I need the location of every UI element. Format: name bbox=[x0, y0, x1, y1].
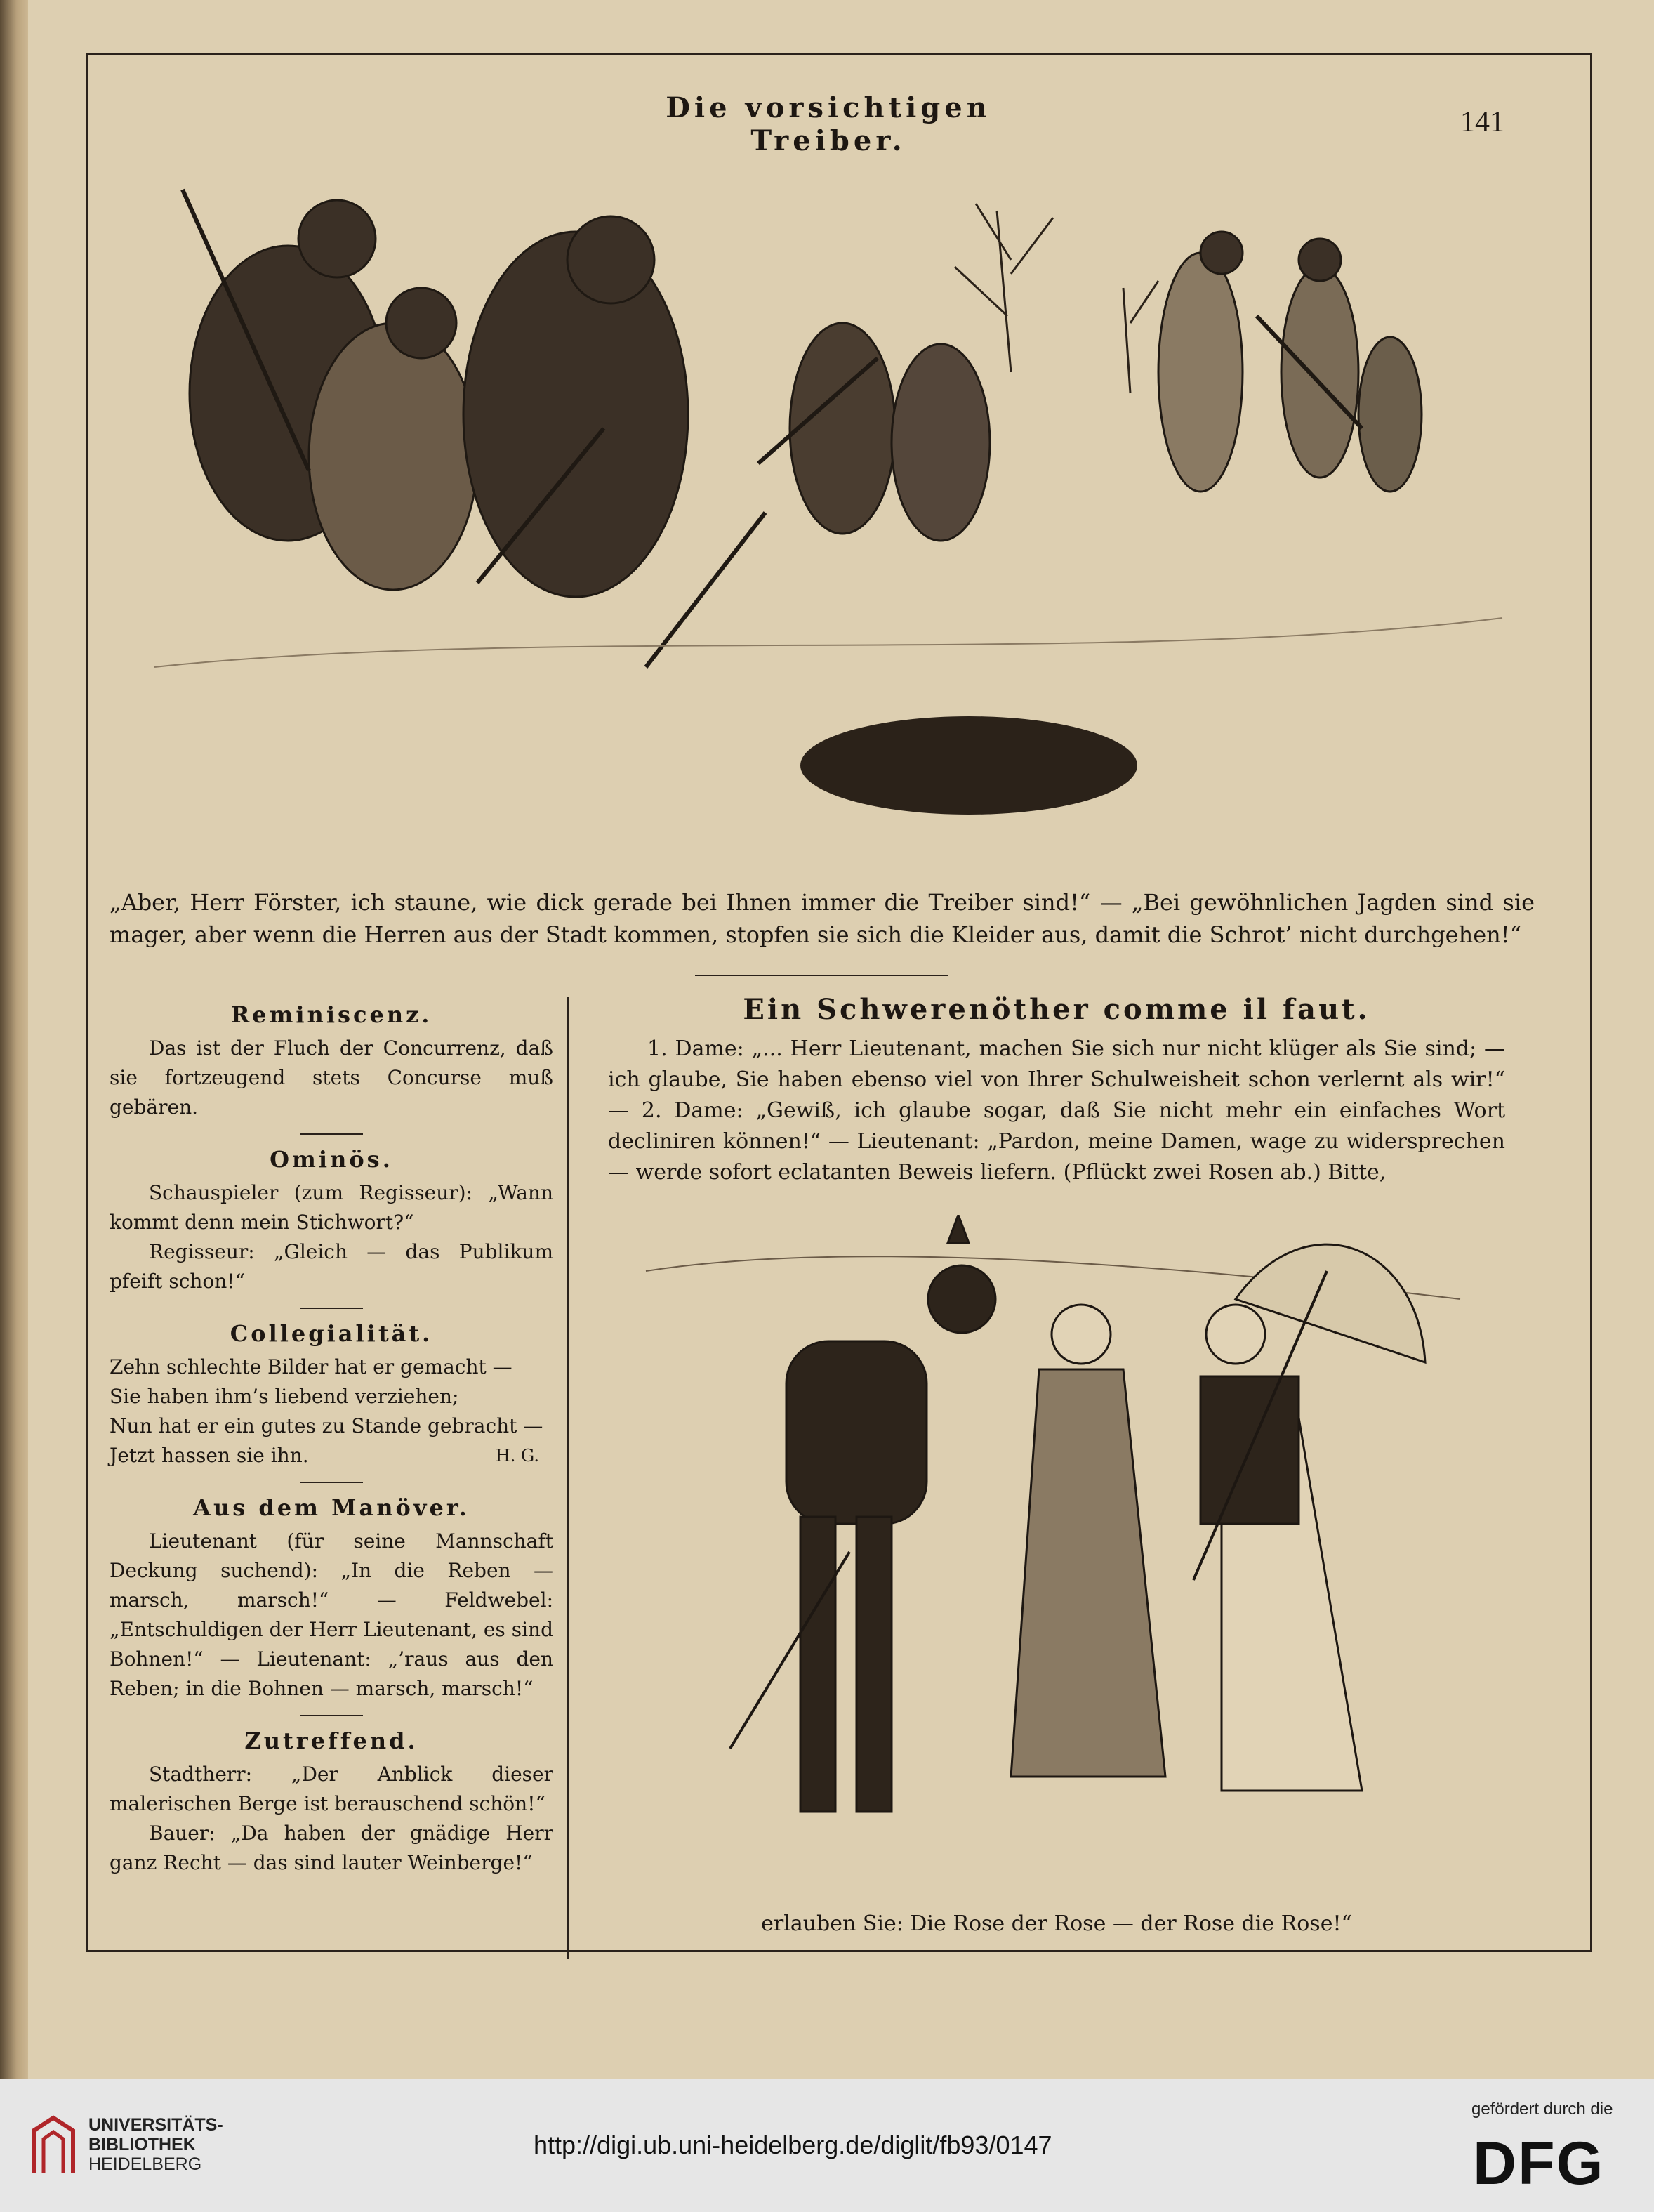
reminiscenz-text: Das ist der Fluch der Concurrenz, daß sie fortzeugend stets Concurse muß gebären. bbox=[110, 1036, 553, 1119]
institution-line-1: UNIVERSITÄTS- bbox=[88, 2115, 223, 2135]
right-column-title: Ein Schwerenöther comme il faut. bbox=[743, 993, 1370, 1026]
section-title-ominoes: Ominös. bbox=[270, 1146, 393, 1173]
ominoes-line-2: Regisseur: „Gleich — das Publikum pfeift schon!“ bbox=[110, 1240, 553, 1293]
funder-text: gefördert durch die bbox=[1471, 2100, 1613, 2119]
beater-figure-2 bbox=[309, 323, 477, 590]
snow-hole bbox=[800, 716, 1137, 815]
divider bbox=[300, 1482, 363, 1483]
institution-name bbox=[88, 2115, 223, 2174]
institution-line-3: HEIDELBERG bbox=[88, 2154, 202, 2174]
permalink-url[interactable]: http://digi.ub.uni-heidelberg.de/diglit/fb93/0147 bbox=[534, 2131, 1052, 2159]
section-title-reminiscenz: Reminiscenz. bbox=[230, 1001, 432, 1028]
author-signature: H. G. bbox=[495, 1446, 539, 1466]
beaters-engraving bbox=[126, 162, 1516, 864]
beater-figure-4 bbox=[790, 323, 895, 534]
manoever-text: Lieutenant (für seine Mannschaft Deckung suchend): „In die Reben — marsch, marsch!“ — Feldwebel: „Entschuldigen der Herr Lieutenant, es sind Bohnen!“ — Lieutenant: „’raus aus den Reben; in die Bohnen — marsch, marsch!“ bbox=[110, 1529, 553, 1700]
section-title-zutreffend: Zutreffend. bbox=[244, 1727, 418, 1754]
column-divider bbox=[567, 997, 569, 1959]
ominoes-line-1: Schauspieler (zum Regisseur): „Wann kommt denn mein Stichwort?“ bbox=[110, 1181, 553, 1234]
section-divider bbox=[695, 975, 948, 976]
right-column bbox=[608, 990, 1505, 1188]
collegialitaet-verse: Zehn schlechte Bilder hat er gemacht — Sie haben ihm’s liebend verziehen; Nun hat er ein gutes zu Stande gebracht — Jetzt hassen sie ihn. bbox=[110, 1355, 543, 1467]
left-column bbox=[110, 990, 553, 1878]
right-illustration-caption: erlauben Sie: Die Rose der Rose — der Rose die Rose!“ bbox=[761, 1911, 1352, 1936]
gentleman-figure bbox=[1281, 267, 1358, 478]
officer-and-ladies-engraving bbox=[618, 1215, 1495, 1903]
book-spine-edge bbox=[0, 0, 28, 2079]
beater-figure-5 bbox=[892, 344, 990, 541]
spiked-helmet bbox=[948, 1215, 969, 1243]
forester-figure bbox=[1158, 253, 1243, 492]
right-column-text: 1. Dame: „... Herr Lieutenant, machen Sie sich nur nicht klüger als Sie sind; — ich glaube, Sie haben ebenso viel von Ihrer Schulweisheit schon verlernt als wir!“ — 2. Dame: „Gewiß, ich glaube sogar, daß Sie nicht mehr ein einfaches Wort decliniren können!“ — Lieutenant: „Pardon, meine Damen, wage zu widersprechen — werde sofort eclatanten Beweis liefern. (Pflückt zwei Rosen ab.) Bitte, bbox=[608, 1036, 1505, 1185]
zutreffend-line-2: Bauer: „Da haben der gnädige Herr ganz Recht — das sind lauter Weinberge!“ bbox=[110, 1822, 553, 1874]
section-title-collegialitaet: Collegialität. bbox=[230, 1320, 433, 1347]
institution-line-2: BIBLIOTHEK bbox=[88, 2135, 196, 2154]
digitization-footer bbox=[0, 2079, 1654, 2212]
lady-figure-1 bbox=[1011, 1369, 1165, 1777]
page-number: 141 bbox=[1460, 106, 1504, 138]
officer-figure bbox=[786, 1341, 927, 1524]
university-library-logo-icon bbox=[28, 2114, 79, 2175]
dfg-logo: DFG bbox=[1473, 2130, 1605, 2197]
divider bbox=[300, 1133, 363, 1135]
zutreffend-line-1: Stadtherr: „Der Anblick dieser malerischen Berge ist berauschend schön!“ bbox=[110, 1763, 553, 1815]
divider bbox=[300, 1308, 363, 1309]
page-heading: Die vorsichtigen Treiber. bbox=[666, 91, 991, 157]
section-title-manoever: Aus dem Manöver. bbox=[193, 1494, 470, 1521]
top-illustration-caption: „Aber, Herr Förster, ich staune, wie dick gerade bei Ihnen immer die Treiber sind!“ — „Bei gewöhnlichen Jagden sind sie mager, aber wenn die Herren aus der Stadt kommen, stopfen sie sich die Kleider aus, damit die Schrot’ nicht durchgehen!“ bbox=[110, 889, 1535, 948]
divider bbox=[300, 1715, 363, 1716]
